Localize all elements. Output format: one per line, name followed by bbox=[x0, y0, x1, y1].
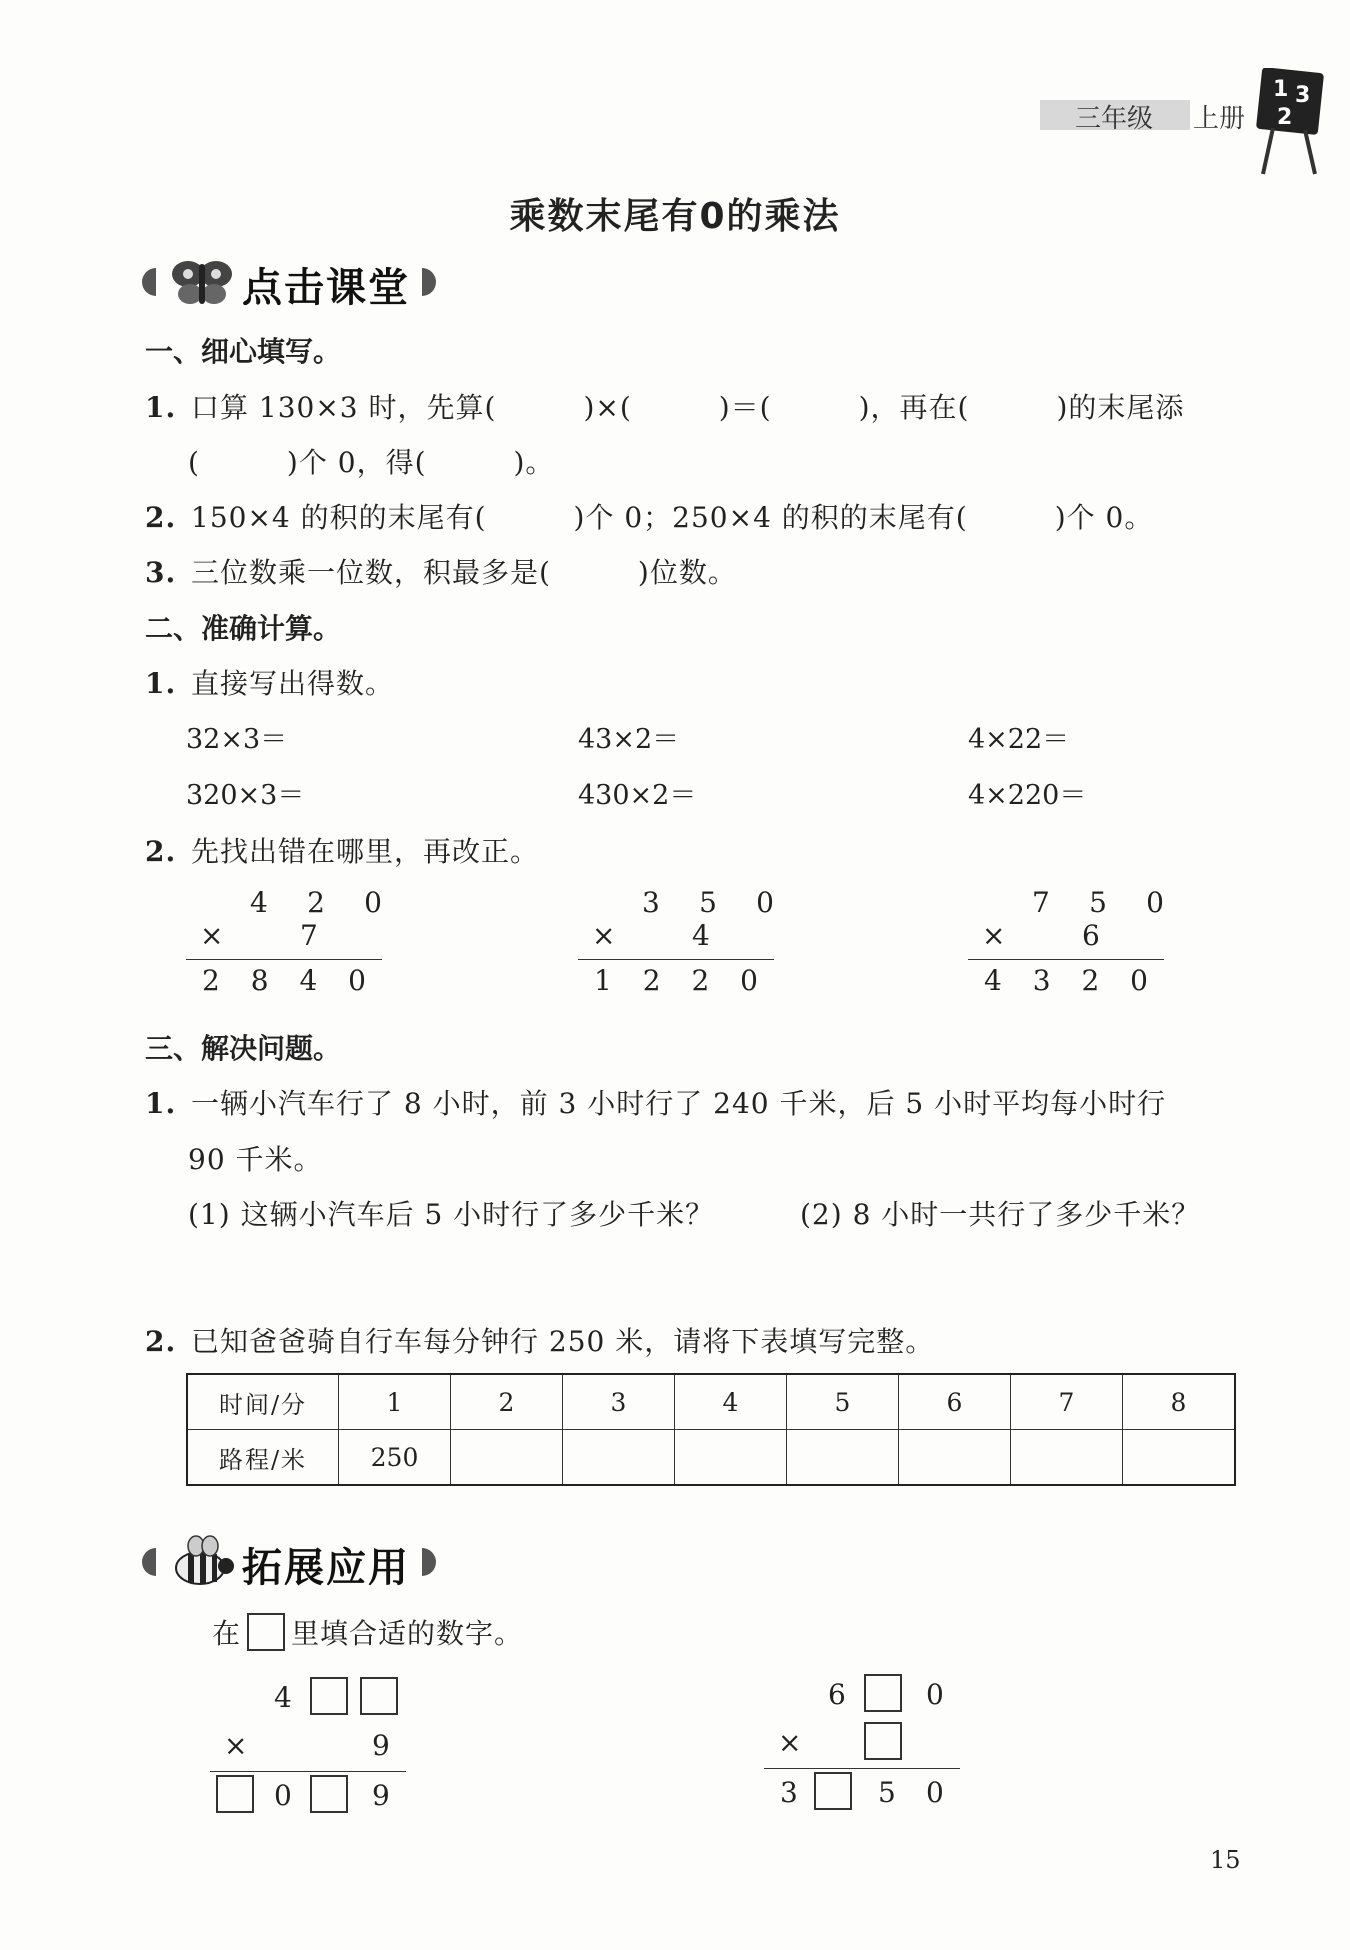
vertical-calc-1 bbox=[186, 886, 382, 997]
digit: 5 bbox=[878, 1776, 896, 1809]
logo-digit-3: 3 bbox=[1295, 83, 1311, 108]
table-cell-blank[interactable] bbox=[563, 1430, 675, 1486]
times-sign: × bbox=[592, 919, 616, 952]
digit-box[interactable] bbox=[310, 1775, 348, 1813]
table-cell: 6 bbox=[899, 1374, 1011, 1430]
puzzle-2 bbox=[764, 1672, 960, 1832]
digit-box[interactable] bbox=[864, 1674, 902, 1712]
calc-question-2 bbox=[145, 830, 539, 870]
instruction-prefix: 在 bbox=[212, 1617, 242, 1650]
solve-question-1-line1: 一辆小汽车行了 8 小时，前 3 小时行了 240 千米，后 5 小时平均每小时行 bbox=[191, 1087, 1167, 1120]
digit-box[interactable] bbox=[216, 1775, 254, 1813]
digit: 2 bbox=[691, 964, 710, 997]
oral-calc-1-1: 32×3＝ bbox=[186, 724, 288, 755]
instruction-suffix: 里填合适的数字。 bbox=[291, 1617, 524, 1650]
digit: 0 bbox=[1130, 964, 1148, 997]
digit: 6 bbox=[828, 1678, 846, 1711]
digit: 9 bbox=[372, 1779, 390, 1812]
logo-digit-1: 1 bbox=[1273, 77, 1289, 102]
multiplier: 9 bbox=[372, 1729, 390, 1762]
oral-calc-1-2: 43×2＝ bbox=[578, 724, 680, 755]
logo-digit-2: 2 bbox=[1277, 105, 1293, 130]
question-number: 2. bbox=[145, 1325, 177, 1358]
butterfly-icon bbox=[162, 252, 242, 312]
table-cell: 250 bbox=[339, 1430, 451, 1486]
table-header-distance: 路程/米 bbox=[187, 1430, 339, 1486]
multiplier: 6 bbox=[1082, 919, 1100, 952]
page-title: 乘数末尾有0的乘法 bbox=[509, 196, 841, 237]
digit: 3 bbox=[780, 1776, 798, 1809]
multiplier: 7 bbox=[300, 919, 318, 952]
solve-subquestion-1: (1) 这辆小汽车后 5 小时行了多少千米？ bbox=[188, 1198, 715, 1231]
banner-click-class bbox=[142, 252, 442, 311]
digit-box[interactable] bbox=[310, 1677, 348, 1715]
digit: 3 bbox=[1032, 964, 1051, 997]
digit: 0 bbox=[348, 964, 366, 997]
digit: 2 bbox=[202, 964, 220, 997]
section-calc: 二、准确计算。 bbox=[145, 612, 342, 645]
calc-question-1-text: 直接写出得数。 bbox=[191, 667, 395, 700]
solve-subquestion-2: (2) 8 小时一共行了多少千米？ bbox=[800, 1198, 1201, 1231]
digit: 0 bbox=[926, 1678, 944, 1711]
table-cell: 5 bbox=[787, 1374, 899, 1430]
time-distance-table bbox=[186, 1373, 1236, 1486]
times-sign: × bbox=[224, 1729, 248, 1762]
digit: 3 bbox=[642, 886, 660, 919]
divider-line bbox=[210, 1771, 406, 1772]
digit: 0 bbox=[274, 1779, 292, 1812]
fill-question-1-line1: 口算 130×3 时，先算( )×( )＝( )，再在( )的末尾添 bbox=[191, 391, 1185, 424]
digit: 1 bbox=[594, 964, 612, 997]
table-cell: 8 bbox=[1123, 1374, 1236, 1430]
digit: 0 bbox=[926, 1776, 944, 1809]
section-fill: 一、细心填写。 bbox=[145, 335, 342, 368]
digit: 0 bbox=[364, 886, 382, 919]
solve-question-1 bbox=[145, 1082, 1166, 1122]
table-cell: 4 bbox=[675, 1374, 787, 1430]
table-cell-blank[interactable] bbox=[787, 1430, 899, 1486]
question-number: 2. bbox=[145, 501, 177, 534]
digit-box[interactable] bbox=[864, 1722, 902, 1760]
divider-line bbox=[764, 1768, 960, 1769]
digit: 4 bbox=[299, 964, 318, 997]
fill-question-3 bbox=[145, 551, 737, 591]
digit: 0 bbox=[740, 964, 758, 997]
banner-click-class-text: 点击课堂 bbox=[242, 265, 410, 311]
solve-question-1-line2: 90 千米。 bbox=[188, 1143, 323, 1176]
grade-label: 三年级 bbox=[1075, 104, 1154, 134]
digit: 7 bbox=[1032, 886, 1050, 919]
volume-label: 上册 bbox=[1193, 104, 1246, 134]
digit: 2 bbox=[642, 964, 661, 997]
table-cell-blank[interactable] bbox=[1123, 1430, 1236, 1486]
question-number: 1. bbox=[145, 391, 177, 424]
table-cell: 3 bbox=[563, 1374, 675, 1430]
table-cell: 7 bbox=[1011, 1374, 1123, 1430]
page-number: 15 bbox=[1210, 1846, 1241, 1874]
table-cell-blank[interactable] bbox=[675, 1430, 787, 1486]
digit-box[interactable] bbox=[814, 1772, 852, 1810]
times-sign: × bbox=[982, 919, 1006, 952]
digit: 4 bbox=[274, 1681, 292, 1714]
table-cell: 1 bbox=[339, 1374, 451, 1430]
digit-box[interactable] bbox=[360, 1677, 398, 1715]
digit: 5 bbox=[1089, 886, 1107, 919]
blackboard-logo bbox=[1255, 68, 1325, 178]
multiplier: 4 bbox=[692, 919, 710, 952]
calc-question-1 bbox=[145, 662, 394, 702]
question-number: 2. bbox=[145, 835, 177, 868]
question-number: 1. bbox=[145, 667, 177, 700]
times-sign: × bbox=[200, 919, 224, 952]
question-number: 3. bbox=[145, 556, 177, 589]
table-row-distance bbox=[187, 1430, 1235, 1486]
oral-calc-2-2: 430×2＝ bbox=[578, 780, 697, 811]
times-sign: × bbox=[778, 1726, 802, 1759]
table-cell-blank[interactable] bbox=[1011, 1430, 1123, 1486]
box-symbol bbox=[247, 1613, 285, 1651]
puzzle-1 bbox=[210, 1675, 406, 1835]
question-number: 1. bbox=[145, 1087, 177, 1120]
table-header-time: 时间/分 bbox=[187, 1374, 339, 1430]
digit: 2 bbox=[307, 886, 325, 919]
fill-question-3-text: 三位数乘一位数，积最多是( )位数。 bbox=[191, 556, 737, 589]
solve-question-2 bbox=[145, 1320, 934, 1360]
fill-question-1-line2: ( )个 0，得( )。 bbox=[188, 446, 555, 479]
extend-instruction bbox=[212, 1612, 523, 1652]
section-solve: 三、解决问题。 bbox=[145, 1032, 342, 1065]
oral-calc-1-3: 4×22＝ bbox=[968, 724, 1070, 755]
table-cell: 2 bbox=[451, 1374, 563, 1430]
digit: 0 bbox=[1146, 886, 1164, 919]
digit: 8 bbox=[250, 964, 269, 997]
table-row-time bbox=[187, 1374, 1235, 1430]
banner-extend bbox=[142, 1532, 442, 1591]
fill-question-2-text: 150×4 的积的末尾有( )个 0；250×4 的积的末尾有( )个 0。 bbox=[191, 501, 1154, 534]
solve-question-2-text: 已知爸爸骑自行车每分钟行 250 米，请将下表填写完整。 bbox=[191, 1325, 935, 1358]
calc-question-2-text: 先找出错在哪里，再改正。 bbox=[191, 835, 540, 868]
oral-calc-2-1: 320×3＝ bbox=[186, 780, 305, 811]
digit: 4 bbox=[250, 886, 268, 919]
digit: 2 bbox=[1081, 964, 1100, 997]
fill-question-2 bbox=[145, 496, 1153, 536]
digit: 4 bbox=[984, 964, 1002, 997]
bee-icon bbox=[162, 1532, 242, 1592]
vertical-calc-3 bbox=[968, 886, 1164, 997]
table-cell-blank[interactable] bbox=[451, 1430, 563, 1486]
vertical-calc-2 bbox=[578, 886, 774, 997]
digit: 0 bbox=[756, 886, 774, 919]
oral-calc-2-3: 4×220＝ bbox=[968, 780, 1087, 811]
digit: 5 bbox=[699, 886, 717, 919]
table-cell-blank[interactable] bbox=[899, 1430, 1011, 1486]
banner-extend-text: 拓展应用 bbox=[242, 1545, 410, 1591]
fill-question-1 bbox=[145, 386, 1184, 426]
